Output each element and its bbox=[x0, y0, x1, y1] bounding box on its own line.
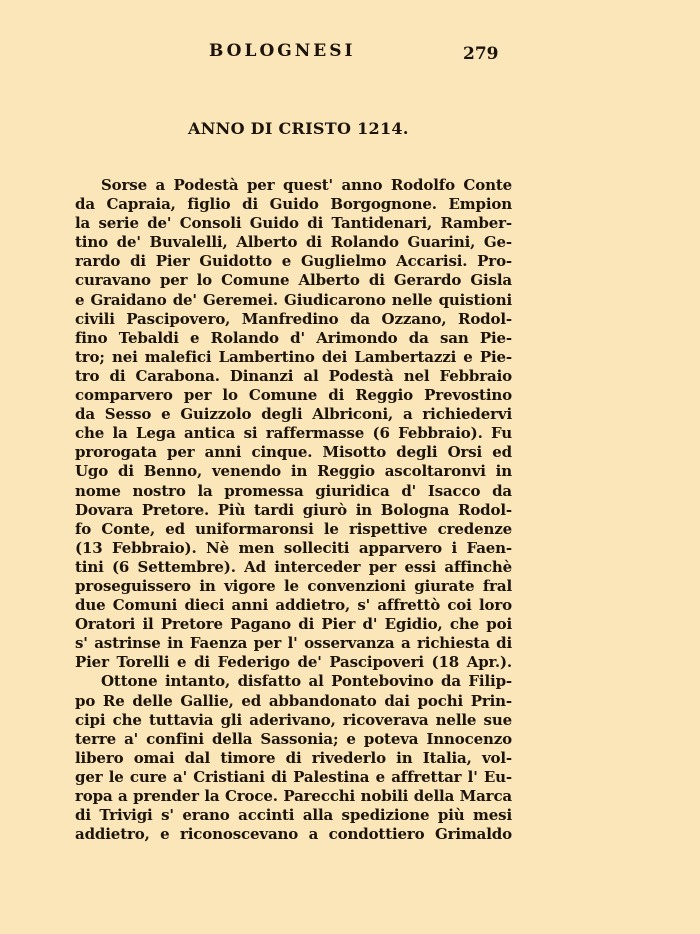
text-line: che la Lega antica si raffermasse (6 Febbraio). Fu bbox=[75, 424, 512, 443]
page-number: 279 bbox=[463, 44, 499, 64]
text-line: Oratori il Pretore Pagano di Pier d' Egidio, che poi bbox=[75, 615, 512, 634]
text-line: Ottone intanto, disfatto al Pontebovino da Filip- bbox=[101, 672, 512, 691]
text-line: ger le cure a' Cristiani di Palestina e affrettar l' Eu- bbox=[75, 767, 512, 786]
text-line: terre a' confini della Sassonia; e poteva Innocenzo bbox=[75, 729, 512, 748]
text-line: tro; nei malefici Lambertino dei Lambertazzi e Pie- bbox=[75, 347, 512, 366]
text-line: fo Conte, ed uniformaronsi le rispettive credenze bbox=[75, 519, 512, 538]
text-line: da Capraia, figlio di Guido Borgognone. Empion bbox=[75, 195, 512, 214]
text-line: s' astrinse in Faenza per l' osservanza a richiesta di bbox=[75, 634, 512, 653]
text-line: due Comuni dieci anni addietro, s' affrettò coi loro bbox=[75, 596, 512, 615]
text-line: di Trivigi s' erano accinti alla spedizione più mesi bbox=[75, 806, 512, 825]
text-line: ropa a prender la Croce. Parecchi nobili della Marca bbox=[75, 787, 512, 805]
text-line: Ugo di Benno, venendo in Reggio ascoltaronvi in bbox=[75, 462, 512, 481]
text-line: Pier Torelli e di Federigo de' Pascipoveri (18 Apr.). bbox=[75, 653, 512, 672]
text-line: tino de' Buvalelli, Alberto di Rolando Guarini, Ge- bbox=[75, 233, 512, 252]
text-line: tini (6 Settembre). Ad interceder per essi affinchè bbox=[75, 557, 512, 576]
text-line: (13 Febbraio). Nè men solleciti apparvero i Faen- bbox=[75, 538, 512, 557]
body-text bbox=[75, 176, 512, 844]
text-line: tro di Carabona. Dinanzi al Podestà nel Febbraio bbox=[75, 366, 512, 385]
text-line: cipi che tuttavia gli aderivano, ricoverava nelle sue bbox=[75, 710, 512, 729]
running-head: BOLOGNESI bbox=[209, 41, 356, 61]
text-line: e Graidano de' Geremei. Giudicarono nelle quistioni bbox=[75, 290, 512, 309]
text-line: la serie de' Consoli Guido di Tantidenari, Ramber- bbox=[75, 214, 512, 233]
text-line: civili Pascipovero, Manfredino da Ozzano, Rodol- bbox=[75, 309, 512, 328]
text-line: addietro, e riconoscevano a condottiero Grimaldo bbox=[75, 825, 512, 844]
text-line: Dovara Pretore. Più tardi giurò in Bologna Rodol- bbox=[75, 500, 512, 519]
text-line: curavano per lo Comune Alberto di Gerardo Gisla bbox=[75, 271, 512, 290]
text-line: proseguissero in vigore le convenzioni giurate fral bbox=[75, 576, 512, 595]
text-line: rardo di Pier Guidotto e Guglielmo Accarisi. Pro- bbox=[75, 252, 512, 271]
text-line: po Re delle Gallie, ed abbandonato dai pochi Prin- bbox=[75, 691, 512, 710]
text-line: da Sesso e Guizzolo degli Albriconi, a richiedervi bbox=[75, 405, 512, 424]
text-line: prorogata per anni cinque. Misotto degli Orsi ed bbox=[75, 443, 512, 462]
text-line: comparvero per lo Comune di Reggio Prevostino bbox=[75, 386, 512, 405]
text-line: nome nostro la promessa giuridica d' Isacco da bbox=[75, 481, 512, 500]
section-title: ANNO DI CRISTO 1214. bbox=[188, 119, 409, 138]
text-line: fino Tebaldi e Rolando d' Arimondo da san Pie- bbox=[75, 328, 512, 347]
text-line: Sorse a Podestà per quest' anno Rodolfo Conte bbox=[101, 176, 512, 194]
text-line: libero omai dal timore di rivederlo in Italia, vol- bbox=[75, 748, 512, 767]
